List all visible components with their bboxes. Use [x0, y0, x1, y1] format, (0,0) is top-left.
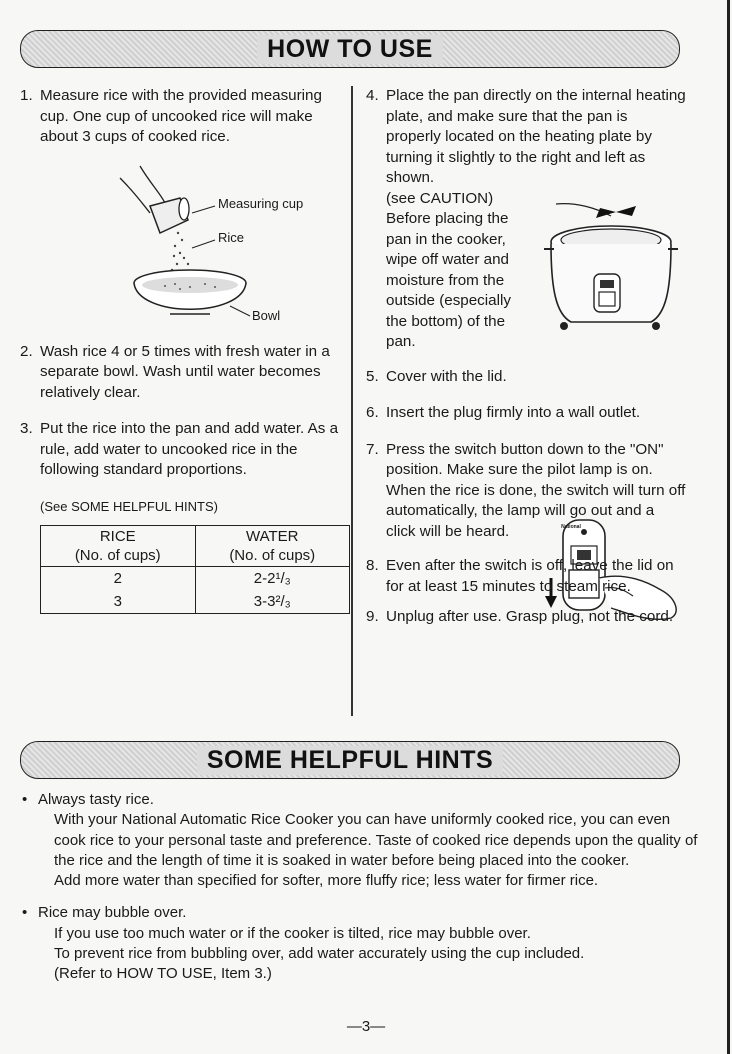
- step-text: Wash rice 4 or 5 times with fresh water in a separate bowl. Wash until water becomes relatively clear.: [40, 342, 330, 401]
- step-6: [366, 403, 686, 424]
- water-header-title: WATER: [246, 528, 299, 545]
- step-4: [366, 86, 686, 189]
- step-9: [366, 607, 686, 628]
- hint-item: [22, 790, 702, 891]
- rice-column-header: [41, 526, 196, 567]
- how-to-use-banner: [20, 30, 680, 68]
- hint-item: [22, 903, 702, 984]
- step-2: [20, 342, 340, 404]
- helpful-hints-banner: [20, 741, 680, 779]
- step-number: 9.: [366, 608, 379, 625]
- step-number: 7.: [366, 440, 379, 458]
- step-text: Cover with the lid.: [386, 367, 507, 385]
- step-number: 4.: [366, 87, 379, 104]
- column-divider: [351, 86, 353, 716]
- rice-header-title: RICE: [99, 528, 136, 545]
- measuring-cup-bowl-drawing: [80, 158, 340, 338]
- step-number: 3.: [20, 420, 33, 437]
- measuring-cup-label: Measuring cup: [218, 195, 304, 211]
- bullet-icon: •: [22, 904, 28, 922]
- bowl-label: Bowl: [252, 307, 281, 323]
- table-row: [41, 567, 350, 591]
- see-hints-note: (See SOME HELPFUL HINTS): [40, 498, 218, 514]
- step-number: 6.: [366, 404, 379, 421]
- step-3: [20, 419, 345, 481]
- step-text: Press the switch button down to the "ON" position. Make sure the pilot lamp is on. When the rice is done, the switch will turn off automatically, the lamp will go out and a click will be heard.: [386, 440, 686, 540]
- helpful-hints-title: SOME HELPFUL HINTS: [197, 746, 503, 775]
- rice-label: Rice: [218, 229, 245, 245]
- step-number: 8.: [366, 557, 379, 574]
- step-1: [20, 86, 340, 148]
- step-text: Measure rice with the provided measuring cup. One cup of uncooked rice will make about 3 cups of cooked rice.: [40, 87, 322, 145]
- page-number: —3—: [346, 1018, 386, 1035]
- rice-water-table: [40, 525, 350, 614]
- rice-cooker-pan-drawing: [536, 194, 686, 344]
- wipe-pan-note: Before placing the pan in the cooker, wipe off water and moisture from the outside (especially the bottom) of the pan.: [386, 210, 511, 350]
- step-8: [366, 556, 686, 597]
- rice-header-unit: (No. of cups): [74, 547, 161, 564]
- step-number: 1.: [20, 87, 33, 104]
- water-cell: 2-2¹/₃: [195, 567, 350, 591]
- step-number: 2.: [20, 342, 33, 360]
- water-column-header: [195, 526, 350, 567]
- step-5: [366, 367, 686, 388]
- rice-cell: 3: [41, 590, 196, 614]
- step-text: Even after the switch is off, leave the lid on for at least 15 minutes to steam rice.: [386, 557, 674, 595]
- hints-list: [22, 790, 702, 997]
- table-header-row: [41, 526, 350, 567]
- hint-text: (Refer to HOW TO USE, Item 3.): [54, 965, 272, 983]
- hint-text: If you use too much water or if the cooker is tilted, rice may bubble over.: [54, 924, 531, 942]
- water-cell: 3-3²/₃: [195, 590, 350, 614]
- right-column: [366, 86, 686, 638]
- step-text: Unplug after use. Grasp plug, not the cord.: [386, 608, 674, 625]
- table-row: [41, 590, 350, 614]
- water-header-unit: (No. of cups): [229, 547, 316, 564]
- hint-text: Add more water than specified for softer, more fluffy rice; less water for firmer rice.: [54, 872, 599, 890]
- step-text: Put the rice into the pan and add water. As a rule, add water to uncooked rice in the following standard proportions.: [40, 420, 339, 478]
- step-number: 5.: [366, 367, 379, 385]
- hint-title: Always tasty rice.: [38, 791, 154, 808]
- bullet-icon: •: [22, 791, 28, 808]
- page-edge: [727, 0, 730, 1054]
- rice-measuring-illustration: [20, 158, 338, 338]
- left-column: [20, 86, 338, 614]
- how-to-use-title: HOW TO USE: [257, 35, 443, 64]
- hint-text: To prevent rice from bubbling over, add water accurately using the cup included.: [54, 945, 585, 963]
- step-text: Insert the plug firmly into a wall outlet.: [386, 404, 641, 421]
- caution-ref: (see CAUTION): [386, 189, 494, 207]
- hint-text: With your National Automatic Rice Cooker you can have uniformly cooked rice, you can even cook rice to your personal taste and preference. Taste of cooked rice depends upon the quality of the rice and the length of time it is soaked in water before being placed into the cooker.: [54, 811, 698, 869]
- hint-title: Rice may bubble over.: [38, 904, 187, 922]
- rice-cell: 2: [41, 567, 196, 591]
- cooker-brand-mark: National: [561, 524, 581, 530]
- step-text: Place the pan directly on the internal heating plate, and make sure that the pan is properly located on the heating plate by turning it slightly to the right and left as shown.: [386, 87, 686, 186]
